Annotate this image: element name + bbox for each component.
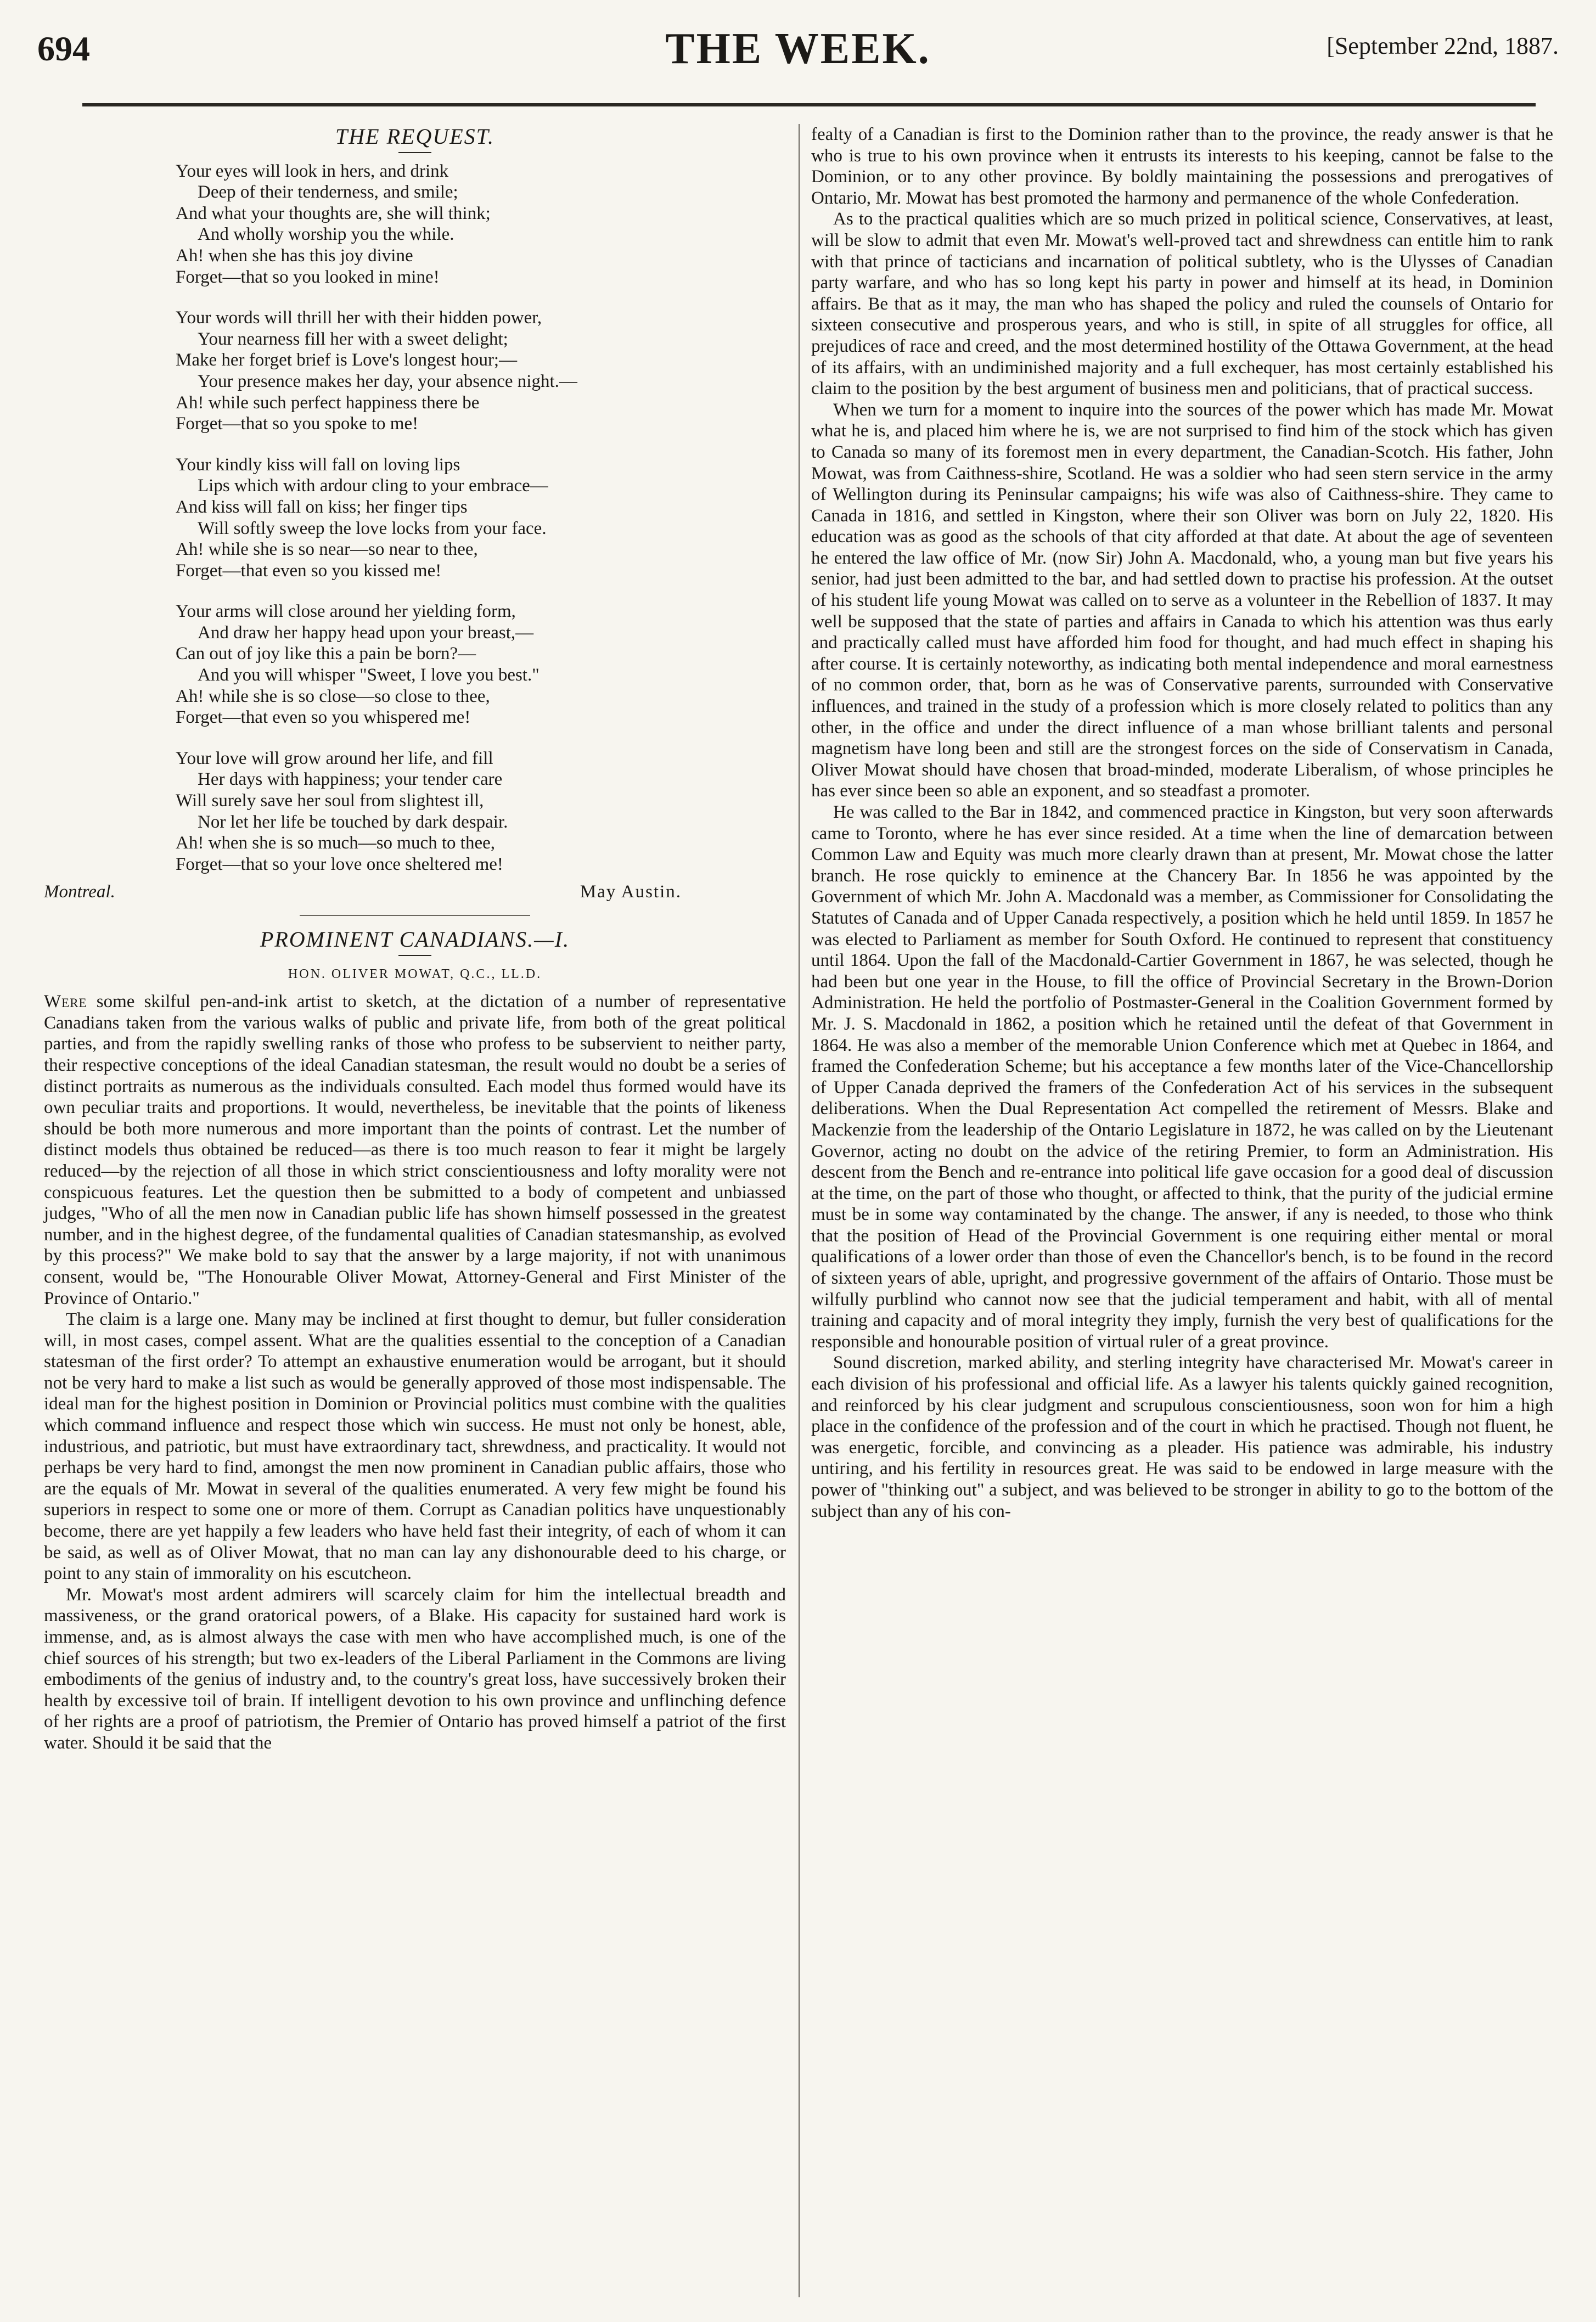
poem-line: And draw her happy head upon your breast,— bbox=[198, 622, 534, 643]
poem-line: Lips which with ardour cling to your embrace— bbox=[198, 476, 548, 496]
poem-stanza bbox=[176, 601, 786, 728]
left-column bbox=[44, 124, 786, 1754]
poem-title: THE REQUEST. bbox=[335, 124, 494, 149]
article-paragraph: The claim is a large one. Many may be inclined at first thought to demur, but fuller consideration will, in most cases, compel assent. What are the qualities essential to the conception of a Canadian statesman of the first order? To attempt an exhaustive enumeration would be arrogant, but it should not be very hard to make a list such as would be generally approved of those most indispensable. The ideal man for the highest position in Dominion or Provincial politics must combine with the qualities which command influence and respect those which win success. He must not only be honest, able, industrious, and patriotic, but must have extraordinary tact, shrewdness, and practicality. It would not perhaps be very hard to find, amongst the men now prominent in Canadian public affairs, those who are the equals of Mr. Mowat in several of the qualities enumerated. A very few might be found his superiors in respect to some one or more of them. Corrupt as Canadian politics have unquestionably become, there are yet happily a few leaders who have held fast their integrity, of each of whom it can be said, as well as of Oliver Mowat, that no man can lay any dishonourable deed to his charge, or point to any stain of immorality on his escutcheon. bbox=[44, 1309, 786, 1584]
issue-date: [September 22nd, 1887. bbox=[1327, 32, 1559, 59]
poem-line: Forget—that even so you whispered me! bbox=[176, 707, 471, 728]
poem-line: Nor let her life be touched by dark despair. bbox=[198, 812, 508, 832]
column-divider bbox=[799, 124, 800, 2297]
article-paragraph: Mr. Mowat's most ardent admirers will scarcely claim for him the intellectual breadth and massiveness, or the grand oratorical powers, of a Blake. His capacity for sustained hard work is immense, and, as is almost always the case with men who have accomplished much, is one of the chief sources of his strength; but two ex-leaders of the Liberal Parliament in the Commons are living embodiments of the genius of industry and, to the country's great loss, have successively broken their health by excessive toil of brain. If intelligent devotion to his own province and unflinching defence of her rights are a proof of patriotism, the Premier of Ontario has proved himself a patriot of the first water. Should it be said that the bbox=[44, 1584, 786, 1753]
article-byline: HON. OLIVER MOWAT, Q.C., LL.D. bbox=[288, 966, 542, 981]
poem-line: Your nearness fill her with a sweet delight; bbox=[198, 329, 508, 349]
article-title: PROMINENT CANADIANS.—I. bbox=[260, 927, 570, 952]
article-paragraph: fealty of a Canadian is first to the Dominion rather than to the province, the ready answer is that he who is true to his own province when it entrusts its interests to his keeping, cannot be false to the Dominion, or to any other province. By boldly maintaining the possessions and prerogatives of Ontario, Mr. Mowat has best promoted the harmony and permanence of the whole Confederation. bbox=[811, 125, 1553, 208]
poem-line: Your eyes will look in hers, and drink bbox=[176, 161, 449, 181]
page-number: 694 bbox=[37, 29, 90, 68]
poem-line: Will softly sweep the love locks from your face. bbox=[198, 518, 547, 538]
poem-line: Ah! when she is so much—so much to thee, bbox=[176, 833, 495, 853]
article-paragraph: When we turn for a moment to inquire into the sources of the power which has made Mr. Mowat what he is, and placed him where he is, we are not surprised to find him of the stock which has given to Canada so many of its foremost men in every department, the Canadian-Scotch. His father, John Mowat, was from Caithness-shire, Scotland. He was a soldier who had seen stern service in the army of Wellington during its Peninsular campaigns; his wife was also of Caithness-shire. They came to Canada in 1816, and settled in Kingston, where their son Oliver was born on July 22, 1820. His education was as good as the schools of that city afforded at that date. At about the age of seventeen he entered the law office of Mr. (now Sir) John A. Macdonald, who, a young man but five years his senior, had just been admitted to the bar, and had settled down to practise his profession. At the outset of his student life young Mowat was called on to serve as a volunteer in the Rebellion of 1837. It may well be supposed that the state of parties and affairs in Canada to which his attention was thus early and practically called must have afforded him food for thought, and had much effect in shaping his after course. It is certainly noteworthy, as indicating both mental independence and moral earnestness of no common order, that, born as he was of Conservative parents, surrounded with Conservative influences, and trained in the study of a profession which is more closely related to politics than any other, in the office and under the direct influence of a man whose brilliant talents and personal magnetism have long been and still are the strongest forces on the side of Conservatism in Canada, Oliver Mowat should have chosen that broad-minded, moderate Liberalism, of whose principles he has ever since been so able an exponent, and so steadfast a promoter. bbox=[811, 400, 1553, 801]
poem-line: Your kindly kiss will fall on loving lips bbox=[176, 454, 460, 475]
article-paragraph: He was called to the Bar in 1842, and commenced practice in Kingston, but very soon afterwards came to Toronto, where he has ever since resided. At a time when the line of demarcation between Common Law and Equity was much more clearly drawn than at present, Mr. Mowat chose the latter branch. He rose quickly to eminence at the Chancery Bar. In 1856 he was appointed by the Government of which Mr. John A. Macdonald was a member, as Commissioner for Consolidating the Statutes of Canada and of Upper Canada respectively, a position which he held until 1859. In 1857 he was elected to Parliament as member for South Oxford. He continued to represent that constituency until 1864. Upon the fall of the Macdonald-Cartier Government in 1867, he was selected, though he had been but one year in the House, to fill the office of Provincial Secretary in the Brown-Dorion Administration. He held the portfolio of Postmaster-General in the Coalition Government formed by Mr. J. S. Macdonald in 1862, a position which he retained until the defeat of that Government in 1864. He was also a member of the memorable Union Conference which met at Quebec in 1864, and framed the Confederation Scheme; but his acceptance a few months later of the Vice-Chancellorship of Upper Canada deprived the framers of the Confederation Act of his services in the subsequent deliberations. When the Dual Representation Act compelled the retirement of Messrs. Blake and Mackenzie from the leadership of the Ontario Legislature in 1872, he was called on by the Lieutenant Governor, acting no doubt on the advice of the retiring Premier, to form an Administration. His descent from the Bench and re-entrance into political life gave occasion for a good deal of discussion at the time, on the part of those who thought, or affected to think, that the purity of the judicial ermine must be in some way contaminated by the change. The answer, if any is needed, to those who think that the position of Head of the Provincial Government is one requiring either mental or moral qualifications of a lower order than those of even the Chancellor's bench, is to be found in the record of sixteen years of able, upright, and progressive government of the affairs of Ontario. Those must be wilfully purblind who cannot now see that the judicial temperament and habit, with all of mental training and capacity and of moral integrity they imply, furnish the very best of qualifications for the responsible and honourable position of virtual ruler of a great province. bbox=[811, 802, 1553, 1352]
article-title-rule bbox=[398, 955, 431, 956]
article-paragraph: Sound discretion, marked ability, and sterling integrity have characterised Mr. Mowat's career in each division of his professional and official life. As a lawyer his talents quickly gained recognition, and reinforced by his clear judgment and scrupulous conscientiousness, soon won for him a high place in the confidence of the profession and of the court in which he practised. Though not fluent, he was energetic, forcible, and convincing as a pleader. His patience was admirable, his industry untiring, and his fertility in resources great. He was said to be endowed in large measure with the power of "thinking out" a subject, and was believed to be stronger in ability to go to the bottom of the subject than any of his con- bbox=[811, 1353, 1553, 1521]
poem-line: And you will whisper "Sweet, I love you best." bbox=[198, 665, 540, 685]
lead-word: Were bbox=[44, 992, 87, 1012]
title-rule bbox=[398, 152, 431, 153]
poem-line: Forget—that so your love once sheltered me! bbox=[176, 854, 503, 874]
poem-line: Your arms will close around her yielding form, bbox=[176, 601, 516, 622]
poem-place: Montreal. bbox=[44, 882, 115, 902]
poem-line: Ah! while she is so near—so near to thee, bbox=[176, 539, 478, 560]
poem-line: And kiss will fall on kiss; her finger tips bbox=[176, 497, 468, 517]
poem-line: Your words will thrill her with their hidden power, bbox=[176, 308, 542, 328]
poem-author: May Austin. bbox=[580, 882, 682, 902]
poem-line: Make her forget brief is Love's longest hour;— bbox=[176, 350, 518, 370]
right-column bbox=[811, 124, 1553, 1522]
poem-line: Can out of joy like this a pain be born?— bbox=[176, 644, 476, 664]
poem-line: Deep of their tenderness, and smile; bbox=[198, 182, 458, 203]
poem-stanza bbox=[176, 161, 786, 288]
poem-line: Forget—that even so you kissed me! bbox=[176, 560, 442, 581]
poem-stanza bbox=[176, 748, 786, 875]
poem-stanza bbox=[176, 454, 786, 582]
poem-stanza bbox=[176, 307, 786, 435]
header-rule bbox=[82, 103, 1536, 106]
poem-line: Forget—that so you looked in mine! bbox=[176, 267, 440, 287]
article-paragraph: Were some skilful pen-and-ink artist to sketch, at the dictation of a number of representative Canadians taken from the various walks of public and private life, from both of the great political parties, and from the rapidly swelling ranks of those who profess to be subservient to neither party, their respective conceptions of the ideal Canadian statesman, the result would no doubt be a series of distinct portraits as numerous as the individuals consulted. Each model thus formed would have its own peculiar traits and proportions. It would, nevertheless, be inevitable that the points of likeness should be both more numerous and more important than the points of contrast. Let the number of distinct models thus obtained be reduced—as there is too much reason to fear it might be largely reduced—by the rejection of all those in which strict conscientiousness and lofty morality were not conspicuous features. Let the question then be submitted to a body of competent and unbiassed judges, "Who of all the men now in Canadian public life has shown himself possessed in the greatest number, and in the highest degree, of the fundamental qualities of Canadian statesmanship, as evolved by this process?" We make bold to say that the answer by a large majority, if not with unanimous consent, would be, "The Honourable Oliver Mowat, Attorney-General and First Minister of the Province of Ontario." bbox=[44, 992, 786, 1308]
poem-line: And what your thoughts are, she will think; bbox=[176, 203, 491, 223]
poem-body bbox=[44, 161, 786, 875]
poem-line: Will surely save her soul from slightest ill, bbox=[176, 791, 484, 811]
page-header bbox=[0, 0, 1596, 121]
article-paragraph: As to the practical qualities which are so much prized in political science, Conservatives, at least, will be slow to admit that even Mr. Mowat's well-proved tact and shrewdness can entitle him to rank with that prince of tacticians and incarnation of political subtlety, who is the Ulysses of Canadian party warfare, and who has so long kept his party in power and himself at its head, in Dominion affairs. Be that as it may, the man who has shaped the policy and ruled the counsels of Ontario for sixteen consecutive and prosperous years, and who is still, in spite of all struggles for office, all prejudices of race and creed, and the most determined hostility of the Ottawa Government, at the head of its affairs, with an undiminished majority and a full exchequer, has most certainly established his claim to the position by the best argument of business men and politicians, that of practical success. bbox=[811, 209, 1553, 399]
poem-line: Your love will grow around her life, and fill bbox=[176, 748, 493, 768]
poem-line: Your presence makes her day, your absence night.— bbox=[198, 371, 577, 391]
masthead: THE WEEK. bbox=[665, 25, 931, 73]
poem-line: And wholly worship you the while. bbox=[198, 224, 454, 245]
poem-line: Her days with happiness; your tender care bbox=[198, 769, 503, 790]
section-rule bbox=[300, 915, 530, 916]
poem-line: Ah! while such perfect happiness there be bbox=[176, 392, 480, 413]
poem-line: Ah! while she is so close—so close to thee, bbox=[176, 686, 490, 706]
poem-line: Forget—that so you spoke to me! bbox=[176, 414, 419, 434]
poem-signature bbox=[44, 881, 786, 903]
poem-line: Ah! when she has this joy divine bbox=[176, 245, 413, 266]
